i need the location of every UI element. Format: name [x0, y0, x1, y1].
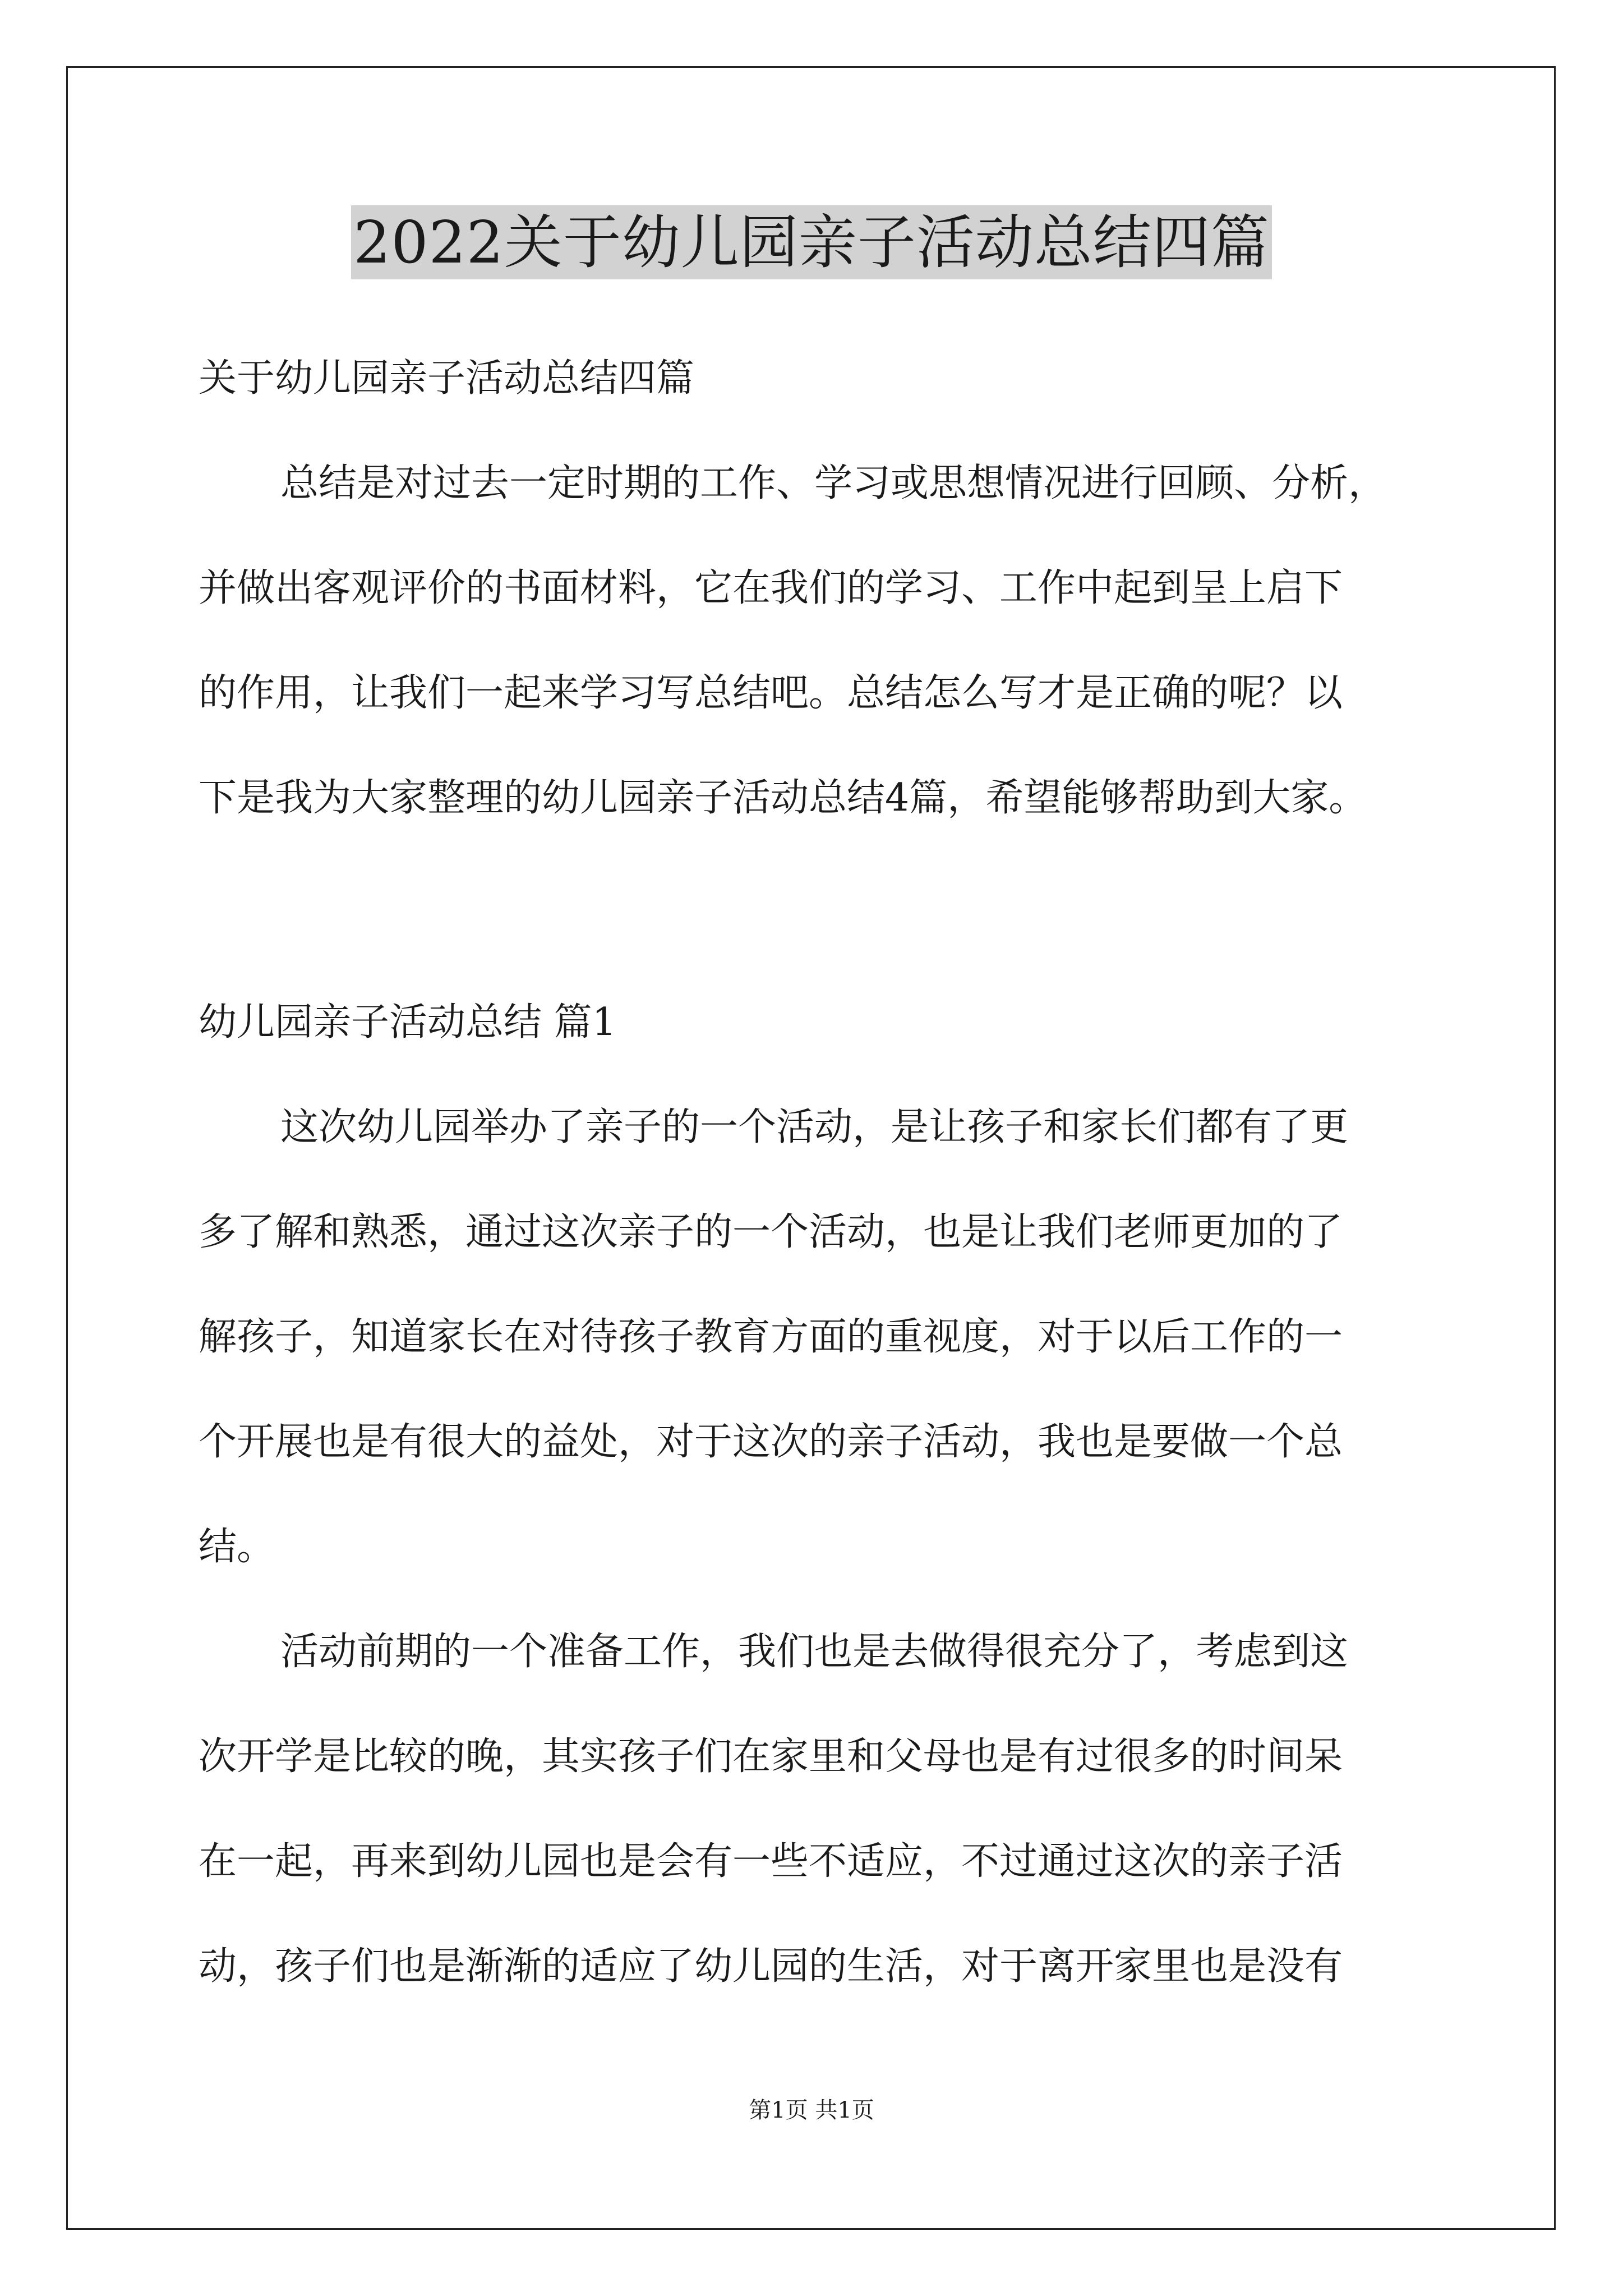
title-container	[0, 205, 1623, 279]
paragraph-line: 活动前期的一个准备工作，我们也是去做得很充分了，考虑到这	[280, 1630, 1349, 1674]
paragraph-line: 动，孩子们也是渐渐的适应了幼儿园的生活，对于离开家里也是没有	[199, 1944, 1343, 1989]
paragraph-line: 多了解和熟悉，通过这次亲子的一个活动，也是让我们老师更加的了	[199, 1210, 1343, 1254]
page-footer: 第1页 共1页	[749, 2097, 874, 2123]
intro-line: 的作用，让我们一起来学习写总结吧。总结怎么写才是正确的呢？以	[199, 671, 1343, 715]
intro-line: 并做出客观评价的书面材料，它在我们的学习、工作中起到呈上启下	[199, 566, 1343, 610]
document-title: 2022关于幼儿园亲子活动总结四篇	[351, 205, 1272, 279]
paragraph-line: 结。	[199, 1525, 275, 1569]
paragraph-line: 次开学是比较的晚，其实孩子们在家里和父母也是有过很多的时间呆	[199, 1734, 1343, 1779]
paragraph-line: 这次幼儿园举办了亲子的一个活动，是让孩子和家长们都有了更	[280, 1105, 1349, 1149]
subtitle: 关于幼儿园亲子活动总结四篇	[199, 356, 695, 401]
intro-line: 下是我为大家整理的幼儿园亲子活动总结4篇，希望能够帮助到大家。	[199, 776, 1367, 820]
paragraph-line: 解孩子，知道家长在对待孩子教育方面的重视度，对于以后工作的一	[199, 1315, 1343, 1359]
paragraph-line: 在一起，再来到幼儿园也是会有一些不适应，不过通过这次的亲子活	[199, 1839, 1343, 1884]
intro-line: 总结是对过去一定时期的工作、学习或思想情况进行回顾、分析，	[280, 461, 1387, 505]
section-heading: 幼儿园亲子活动总结 篇1	[199, 1000, 616, 1045]
paragraph-line: 个开展也是有很大的益处，对于这次的亲子活动，我也是要做一个总	[199, 1420, 1343, 1464]
